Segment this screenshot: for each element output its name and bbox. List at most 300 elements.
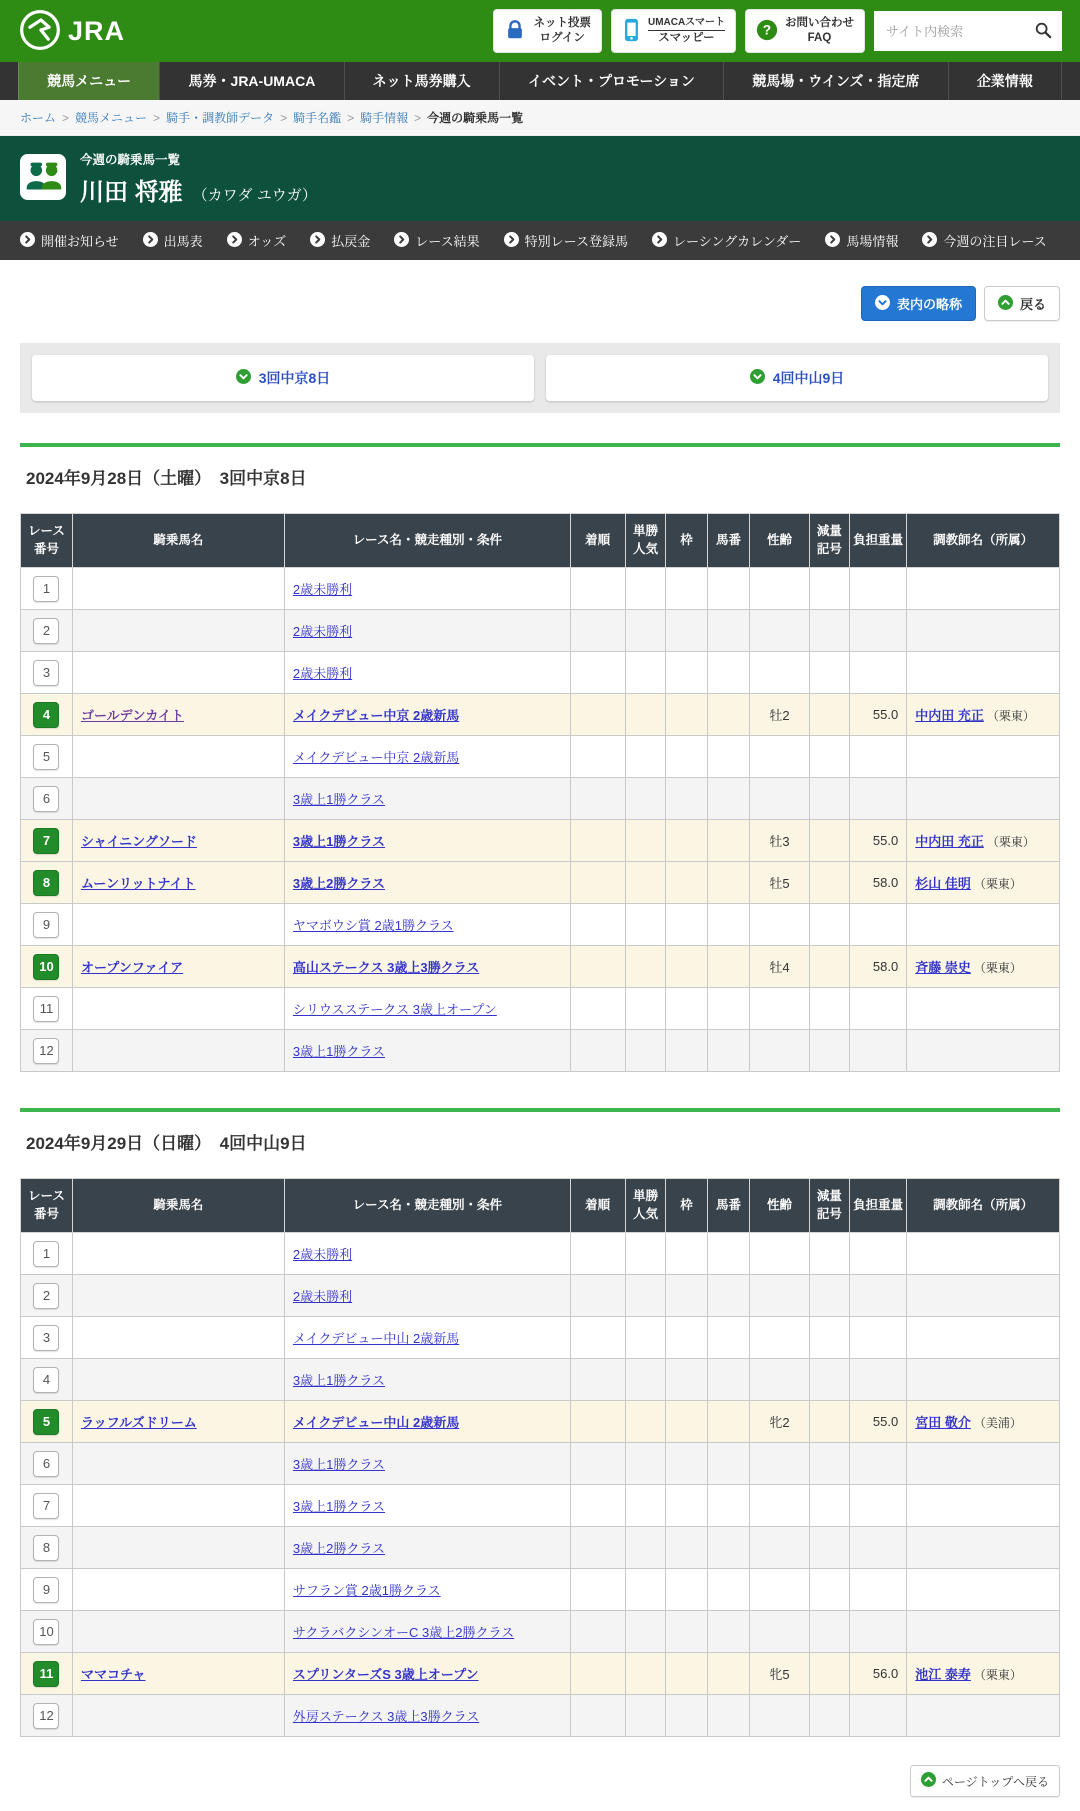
waku-cell	[666, 904, 708, 946]
weight-cell	[850, 610, 907, 652]
sex-age-cell: 牝5	[750, 1653, 809, 1695]
net-vote-login-button[interactable]: ネット投票 ログイン	[493, 9, 602, 53]
race-name-cell	[284, 862, 570, 904]
race-number-cell	[21, 862, 73, 904]
umaban-cell	[707, 1527, 750, 1569]
race-number-cell	[21, 1653, 73, 1695]
breadcrumb-current: 今週の騎乗馬一覧	[427, 111, 524, 125]
trainer-cell	[907, 694, 1060, 736]
trainer-link[interactable]: 中内田 充正	[915, 708, 984, 723]
breadcrumb-link-4[interactable]: 騎手情報	[360, 111, 409, 125]
odds-rank-cell	[625, 1359, 666, 1401]
column-header-4: 単勝人気	[625, 514, 666, 568]
allowance-cell	[809, 1443, 850, 1485]
odds-rank-cell	[625, 778, 666, 820]
umaban-cell	[707, 1275, 750, 1317]
horse-link[interactable]: ムーンリットナイト	[80, 876, 196, 891]
odds-rank-cell	[625, 1275, 666, 1317]
odds-rank-cell	[625, 568, 666, 610]
odds-rank-cell	[625, 652, 666, 694]
chevron-down-circle-icon	[236, 369, 251, 387]
waku-cell	[666, 1527, 708, 1569]
trainer-link[interactable]: 池江 泰寿	[915, 1667, 971, 1682]
race-row-6	[21, 1443, 1060, 1485]
trainer-cell	[907, 1233, 1060, 1275]
allowance-cell	[809, 1401, 850, 1443]
day-tabs	[20, 343, 1060, 413]
race-number-badge: 7	[33, 1493, 59, 1519]
race-number-cell	[21, 610, 73, 652]
race-number-badge: 9	[33, 912, 59, 938]
race-number-cell	[21, 568, 73, 610]
allowance-cell	[809, 1359, 850, 1401]
horse-name-cell	[72, 1653, 284, 1695]
race-number-cell	[21, 778, 73, 820]
nav-item-1[interactable]: 馬券・JRA-UMACA	[159, 62, 343, 100]
trainer-cell	[907, 862, 1060, 904]
odds-rank-cell	[625, 988, 666, 1030]
allowance-cell	[809, 1527, 850, 1569]
lock-icon	[504, 18, 526, 45]
subnav-item-7[interactable]: 馬場情報	[825, 231, 898, 250]
race-link[interactable]: 2歳未勝利	[292, 1289, 353, 1304]
trainer-cell	[907, 610, 1060, 652]
sex-age-cell	[750, 568, 809, 610]
sex-age-cell: 牡4	[750, 946, 809, 988]
race-row-3	[21, 652, 1060, 694]
search-input[interactable]	[884, 23, 1034, 40]
odds-rank-cell	[625, 862, 666, 904]
umaban-cell	[707, 820, 750, 862]
waku-cell	[666, 1695, 708, 1737]
race-link[interactable]: スプリンターズS 3歳上オープン	[292, 1667, 479, 1682]
waku-cell	[666, 946, 708, 988]
breadcrumb-link-0[interactable]: ホーム	[20, 111, 57, 125]
waku-cell	[666, 862, 708, 904]
odds-rank-cell	[625, 1443, 666, 1485]
jockey-name: 川田 将雅	[80, 179, 183, 206]
trainer-link[interactable]: 中内田 充正	[915, 834, 984, 849]
umaban-cell	[707, 778, 750, 820]
weight-cell	[850, 1443, 907, 1485]
finish-cell	[570, 568, 625, 610]
allowance-cell	[809, 820, 850, 862]
horse-name-cell	[72, 694, 284, 736]
weight-cell	[850, 736, 907, 778]
race-number-cell	[21, 820, 73, 862]
table-abbreviations-button[interactable]	[861, 286, 976, 321]
trainer-link[interactable]: 杉山 佳明	[915, 876, 971, 891]
waku-cell	[666, 1233, 708, 1275]
breadcrumb-link-2[interactable]: 騎手・調教師データ	[166, 111, 275, 125]
race-name-cell	[284, 1695, 570, 1737]
weight-cell: 58.0	[850, 946, 907, 988]
race-row-7	[21, 1485, 1060, 1527]
horse-name-cell	[72, 1359, 284, 1401]
race-link[interactable]: 高山ステークス 3歳上3勝クラス	[292, 960, 480, 975]
horse-name-cell	[72, 610, 284, 652]
horse-link[interactable]: オープンファイア	[80, 960, 184, 975]
race-row-3	[21, 1317, 1060, 1359]
horse-name-cell	[72, 652, 284, 694]
column-header-1: 騎乗馬名	[72, 1179, 284, 1233]
finish-cell	[570, 610, 625, 652]
breadcrumb-separator: >	[347, 111, 355, 125]
race-number-badge: 4	[33, 702, 59, 728]
weight-cell: 55.0	[850, 1401, 907, 1443]
race-number-badge: 10	[33, 1619, 59, 1645]
race-number-badge: 6	[33, 1451, 59, 1477]
horse-link[interactable]: ゴールデンカイト	[80, 708, 185, 723]
odds-rank-cell	[625, 610, 666, 652]
race-name-cell	[284, 1317, 570, 1359]
jra-logo[interactable]	[18, 8, 125, 55]
race-row-4	[21, 694, 1060, 736]
race-number-cell	[21, 904, 73, 946]
nav-item-2[interactable]: ネット馬券購入	[344, 62, 499, 100]
waku-cell	[666, 1443, 708, 1485]
umaban-cell	[707, 610, 750, 652]
waku-cell	[666, 1359, 708, 1401]
finish-cell	[570, 946, 625, 988]
race-row-1	[21, 568, 1060, 610]
race-link[interactable]: 2歳未勝利	[292, 624, 353, 639]
odds-rank-cell	[625, 1030, 666, 1072]
horse-link[interactable]: ママコチャ	[80, 1667, 146, 1682]
column-header-4: 単勝人気	[625, 1179, 666, 1233]
horse-name-cell	[72, 862, 284, 904]
race-number-badge: 11	[33, 996, 59, 1022]
weight-cell	[850, 1485, 907, 1527]
breadcrumb-separator: >	[62, 111, 70, 125]
horse-name-cell	[72, 1443, 284, 1485]
subnav-item-5[interactable]: 特別レース登録馬	[504, 231, 628, 250]
trainer-cell	[907, 1485, 1060, 1527]
umaban-cell	[707, 736, 750, 778]
trainer-cell	[907, 988, 1060, 1030]
race-number-cell	[21, 1275, 73, 1317]
sex-age-cell	[750, 1611, 809, 1653]
umaban-cell	[707, 1443, 750, 1485]
day-tab-0[interactable]: 3回中京8日	[32, 355, 534, 401]
finish-cell	[570, 1317, 625, 1359]
race-link[interactable]: 3歳上1勝クラス	[292, 834, 385, 849]
race-row-7	[21, 820, 1060, 862]
nav-item-4[interactable]: 競馬場・ウインズ・指定席	[723, 62, 948, 100]
weight-cell	[850, 988, 907, 1030]
trainer-affiliation: （美浦）	[973, 1416, 1022, 1430]
subnav-item-0[interactable]: 開催お知らせ	[20, 231, 119, 250]
weight-cell	[850, 1569, 907, 1611]
race-number-badge: 6	[33, 786, 59, 812]
race-link[interactable]: 外房ステークス 3歳上3勝クラス	[292, 1709, 480, 1724]
race-link[interactable]: 3歳上1勝クラス	[292, 1044, 385, 1059]
subnav-item-3[interactable]: 払戻金	[310, 231, 370, 250]
trainer-cell	[907, 652, 1060, 694]
weight-cell	[850, 1527, 907, 1569]
waku-cell	[666, 568, 708, 610]
finish-cell	[570, 1569, 625, 1611]
finish-cell	[570, 1359, 625, 1401]
jockey-icon	[20, 154, 66, 203]
race-number-badge: 2	[33, 618, 59, 644]
allowance-cell	[809, 694, 850, 736]
waku-cell	[666, 1030, 708, 1072]
umaban-cell	[707, 904, 750, 946]
umaban-cell	[707, 1401, 750, 1443]
race-link[interactable]: 3歳上1勝クラス	[292, 1457, 385, 1472]
finish-cell	[570, 1653, 625, 1695]
trainer-affiliation: （栗東）	[973, 877, 1022, 891]
race-number-badge: 8	[33, 1535, 59, 1561]
chevron-right-circle-icon	[825, 232, 840, 250]
waku-cell	[666, 988, 708, 1030]
race-link[interactable]: 3歳上2勝クラス	[292, 1541, 385, 1556]
column-header-9: 負担重量	[850, 514, 907, 568]
race-link[interactable]: サフラン賞 2歳1勝クラス	[292, 1583, 441, 1598]
page-top-button[interactable]	[910, 1765, 1060, 1797]
race-name-cell	[284, 1653, 570, 1695]
race-number-badge: 9	[33, 1577, 59, 1603]
race-row-10	[21, 1611, 1060, 1653]
race-link[interactable]: 3歳上1勝クラス	[292, 792, 385, 807]
horse-name-cell	[72, 1569, 284, 1611]
subnav-item-8[interactable]: 今週の注目レース	[922, 231, 1046, 250]
odds-rank-cell	[625, 946, 666, 988]
race-link[interactable]: メイクデビュー中山 2歳新馬	[292, 1415, 460, 1430]
waku-cell	[666, 1401, 708, 1443]
race-link[interactable]: 3歳上1勝クラス	[292, 1499, 385, 1514]
odds-rank-cell	[625, 820, 666, 862]
race-name-cell	[284, 1569, 570, 1611]
trainer-link[interactable]: 斉藤 崇史	[915, 960, 971, 975]
race-number-cell	[21, 1030, 73, 1072]
race-link[interactable]: 2歳未勝利	[292, 1247, 353, 1262]
column-header-0: レース番号	[21, 514, 73, 568]
weight-cell	[850, 904, 907, 946]
race-link[interactable]: 3歳上2勝クラス	[292, 876, 385, 891]
finish-cell	[570, 988, 625, 1030]
column-header-10: 調教師名（所属）	[907, 514, 1060, 568]
umaban-cell	[707, 1030, 750, 1072]
race-number-badge: 3	[33, 1325, 59, 1351]
column-header-7: 性齢	[750, 1179, 809, 1233]
race-row-4	[21, 1359, 1060, 1401]
breadcrumb-link-1[interactable]: 競馬メニュー	[75, 111, 148, 125]
horse-link[interactable]: ラッフルズドリーム	[80, 1415, 197, 1430]
allowance-cell	[809, 652, 850, 694]
trainer-cell	[907, 1653, 1060, 1695]
race-row-9	[21, 1569, 1060, 1611]
race-link[interactable]: ヤマボウシ賞 2歳1勝クラス	[292, 918, 454, 933]
race-row-8	[21, 862, 1060, 904]
chevron-right-circle-icon	[227, 232, 242, 250]
trainer-cell	[907, 778, 1060, 820]
race-link[interactable]: メイクデビュー中京 2歳新馬	[292, 750, 460, 765]
umaban-cell	[707, 1359, 750, 1401]
breadcrumb	[0, 100, 1080, 136]
race-link[interactable]: シリウスステークス 3歳上オープン	[292, 1002, 497, 1017]
smartphone-icon	[622, 18, 641, 45]
nav-item-3[interactable]: イベント・プロモーション	[499, 62, 723, 100]
allowance-cell	[809, 1275, 850, 1317]
race-name-cell	[284, 1527, 570, 1569]
allowance-cell	[809, 1695, 850, 1737]
subnav-item-6[interactable]: レーシングカレンダー	[652, 231, 801, 250]
banner-category: 今週の騎乗馬一覧	[80, 153, 181, 167]
odds-rank-cell	[625, 1695, 666, 1737]
column-header-2: レース名・競走種別・条件	[284, 514, 570, 568]
sex-age-cell	[750, 1030, 809, 1072]
waku-cell	[666, 1317, 708, 1359]
faq-button[interactable]: ? お問い合わせ FAQ	[745, 9, 865, 53]
race-number-badge: 4	[33, 1367, 59, 1393]
chevron-right-circle-icon	[394, 232, 409, 250]
finish-cell	[570, 1611, 625, 1653]
umaca-smart-button[interactable]: UMACAスマート スマッピー	[611, 9, 736, 53]
odds-rank-cell	[625, 1485, 666, 1527]
finish-cell	[570, 736, 625, 778]
race-link[interactable]: 2歳未勝利	[292, 666, 353, 681]
weight-cell	[850, 1695, 907, 1737]
chevron-right-circle-icon	[20, 232, 35, 250]
allowance-cell	[809, 1653, 850, 1695]
weight-cell	[850, 1359, 907, 1401]
sex-age-cell	[750, 610, 809, 652]
horse-name-cell	[72, 1611, 284, 1653]
trainer-cell	[907, 1443, 1060, 1485]
umaban-cell	[707, 1485, 750, 1527]
sex-age-cell	[750, 736, 809, 778]
horse-name-cell	[72, 1695, 284, 1737]
race-link[interactable]: メイクデビュー中山 2歳新馬	[292, 1331, 460, 1346]
race-number-cell	[21, 1527, 73, 1569]
race-name-cell	[284, 1359, 570, 1401]
allowance-cell	[809, 736, 850, 778]
sex-age-cell	[750, 1359, 809, 1401]
column-header-1: 騎乗馬名	[72, 514, 284, 568]
race-name-cell	[284, 694, 570, 736]
race-number-badge: 5	[33, 1409, 59, 1435]
race-number-badge: 10	[33, 954, 59, 980]
race-number-cell	[21, 1233, 73, 1275]
site-search-box	[874, 11, 1062, 51]
column-header-10: 調教師名（所属）	[907, 1179, 1060, 1233]
odds-rank-cell	[625, 1317, 666, 1359]
umaban-cell	[707, 1233, 750, 1275]
odds-rank-cell	[625, 1569, 666, 1611]
horse-link[interactable]: シャイニングソード	[80, 834, 197, 849]
trainer-cell	[907, 1569, 1060, 1611]
section-title: 2024年9月29日（日曜） 4回中山9日	[26, 1134, 307, 1153]
race-row-2	[21, 610, 1060, 652]
finish-cell	[570, 862, 625, 904]
horse-name-cell	[72, 1527, 284, 1569]
trainer-link[interactable]: 宮田 敬介	[915, 1415, 971, 1430]
weight-cell	[850, 652, 907, 694]
race-row-10	[21, 946, 1060, 988]
table-abbreviations-label: 表内の略称	[896, 297, 962, 312]
chevron-up-circle-icon	[998, 295, 1013, 313]
race-row-12	[21, 1695, 1060, 1737]
breadcrumb-separator: >	[153, 111, 161, 125]
race-number-badge: 12	[33, 1703, 59, 1729]
race-number-badge: 1	[33, 576, 59, 602]
race-number-cell	[21, 946, 73, 988]
horse-name-cell	[72, 1401, 284, 1443]
finish-cell	[570, 1527, 625, 1569]
weight-cell	[850, 1611, 907, 1653]
weight-cell: 56.0	[850, 1653, 907, 1695]
sex-age-cell	[750, 904, 809, 946]
race-number-badge: 5	[33, 744, 59, 770]
race-link[interactable]: 2歳未勝利	[292, 582, 353, 597]
column-header-5: 枠	[666, 1179, 708, 1233]
race-link[interactable]: 3歳上1勝クラス	[292, 1373, 385, 1388]
waku-cell	[666, 1653, 708, 1695]
trainer-cell	[907, 1030, 1060, 1072]
odds-rank-cell	[625, 694, 666, 736]
race-row-8	[21, 1527, 1060, 1569]
race-link[interactable]: サクラバクシンオーC 3歳上2勝クラス	[292, 1625, 515, 1640]
umaban-cell	[707, 694, 750, 736]
weight-cell: 58.0	[850, 862, 907, 904]
race-name-cell	[284, 568, 570, 610]
chevron-right-circle-icon	[922, 232, 937, 250]
race-link[interactable]: メイクデビュー中京 2歳新馬	[292, 708, 460, 723]
subnav-item-2[interactable]: オッズ	[227, 231, 287, 250]
trainer-affiliation: （栗東）	[973, 961, 1022, 975]
allowance-cell	[809, 904, 850, 946]
column-header-0: レース番号	[21, 1179, 73, 1233]
logo-text: JRA	[68, 15, 126, 46]
sex-age-cell: 牡3	[750, 820, 809, 862]
umaban-cell	[707, 988, 750, 1030]
odds-rank-cell	[625, 1233, 666, 1275]
horse-name-cell	[72, 1275, 284, 1317]
sex-age-cell	[750, 1485, 809, 1527]
column-header-8: 減量記号	[809, 514, 850, 568]
search-icon[interactable]	[1034, 21, 1052, 42]
subnav-item-4[interactable]: レース結果	[394, 231, 479, 250]
allowance-cell	[809, 1569, 850, 1611]
umaban-cell	[707, 1653, 750, 1695]
umaban-cell	[707, 1317, 750, 1359]
trainer-cell	[907, 1695, 1060, 1737]
column-header-3: 着順	[570, 514, 625, 568]
day-tab-1[interactable]: 4回中山9日	[546, 355, 1048, 401]
finish-cell	[570, 904, 625, 946]
race-number-cell	[21, 1485, 73, 1527]
waku-cell	[666, 694, 708, 736]
back-button[interactable]	[984, 286, 1060, 321]
umaban-cell	[707, 1611, 750, 1653]
subnav-item-1[interactable]: 出馬表	[143, 231, 203, 250]
column-header-3: 着順	[570, 1179, 625, 1233]
finish-cell	[570, 1401, 625, 1443]
section-title: 2024年9月28日（土曜） 3回中京8日	[26, 469, 307, 488]
sex-age-cell	[750, 1695, 809, 1737]
finish-cell	[570, 1443, 625, 1485]
finish-cell	[570, 1233, 625, 1275]
sex-age-cell	[750, 652, 809, 694]
breadcrumb-link-3[interactable]: 騎手名鑑	[293, 111, 342, 125]
nav-item-0[interactable]: 競馬メニュー	[18, 62, 159, 100]
trainer-cell	[907, 1317, 1060, 1359]
nav-item-5[interactable]: 企業情報	[948, 62, 1062, 100]
weight-cell	[850, 1275, 907, 1317]
race-row-5	[21, 1401, 1060, 1443]
